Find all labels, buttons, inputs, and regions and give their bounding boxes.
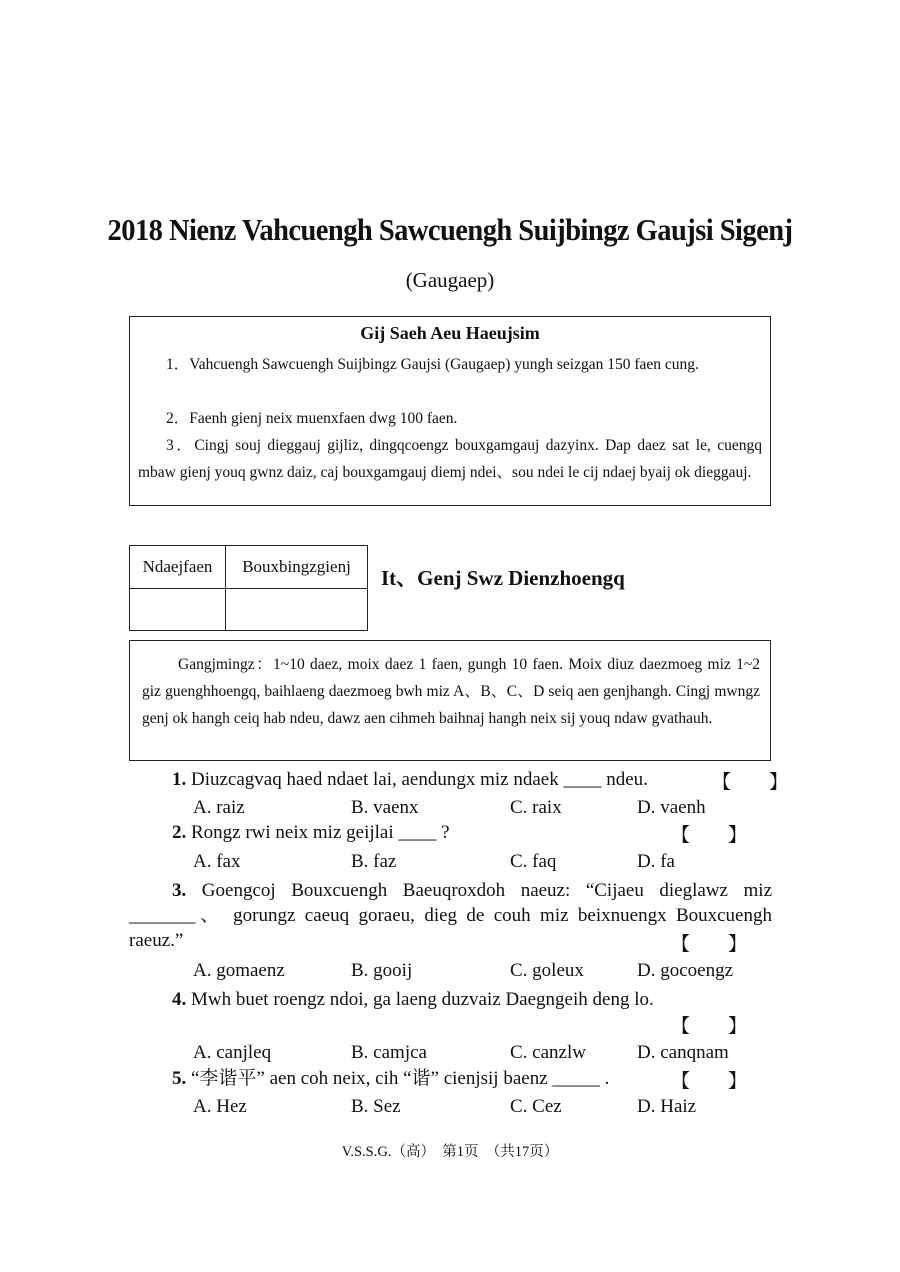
notice-box <box>129 316 771 506</box>
option-b: B. gooij <box>351 960 413 981</box>
notice-item-3: 3．Cingj souj dieggauj gijliz, dingqcoengz bouxgamgauj dazyinx. Dap daez sat le, cuengq mbaw gienj youq gwnz daiz, caj bouxgamgauj diemj ndei、sou ndei le cij ndaej byaij ok dieggauj. <box>138 437 762 481</box>
question-number: 1. <box>172 769 187 790</box>
instructions-box <box>129 640 771 761</box>
answer-bracket[interactable]: 【 】 <box>671 825 748 846</box>
option-d: D. Haiz <box>637 1096 697 1117</box>
question-text: Diuzcagvaq haed ndaet lai, aendungx miz ndaek ____ ndeu. <box>191 769 648 790</box>
option-d: D. canqnam <box>637 1042 729 1063</box>
option-b: B. faz <box>351 851 397 872</box>
page-title: 2018 Nienz Vahcuengh Sawcuengh Suijbingz Gaujsi Sigenj <box>107 212 793 247</box>
page-footer: V.S.S.G.（高） 第1页 （共17页） <box>341 1144 559 1160</box>
instructions-text: Gangjmingz：1~10 daez, moix daez 1 faen, gungh 10 faen. Moix diuz daezmoeg miz 1~2 giz guenghhoengq, baihlaeng daezmoeg bwh miz A、B、C、D seiq aen genjhangh. Cingj mwngz genj ok hangh ceiq hab ndeu, dawz aen cihmeh baihnaj hangh neix sij youq ndaw gvathauh. <box>142 656 760 727</box>
option-a: A. raiz <box>193 797 245 818</box>
option-d: D. fa <box>637 851 675 872</box>
question-number: 2. <box>172 822 187 843</box>
question-4 <box>129 987 772 1012</box>
option-a: A. gomaenz <box>193 960 285 981</box>
question-number: 3. <box>172 880 187 901</box>
question-number: 4. <box>172 989 187 1010</box>
answer-bracket[interactable]: 【 】 <box>671 1071 748 1092</box>
page-subtitle: (Gaugaep) <box>405 268 495 292</box>
option-c: C. canzlw <box>510 1042 586 1063</box>
question-number: 5. <box>172 1068 187 1089</box>
option-c: C. Cez <box>510 1096 562 1117</box>
question-1 <box>129 767 772 792</box>
score-cell[interactable] <box>130 589 226 631</box>
notice-item-2: 2．Faenh gienj neix muenxfaen dwg 100 faen. <box>166 410 458 427</box>
option-c: C. raix <box>510 797 562 818</box>
option-b: B. Sez <box>351 1096 401 1117</box>
option-c: C. faq <box>510 851 557 872</box>
section-heading: It、Genj Swz Dienzhoengq <box>381 566 625 590</box>
option-a: A. canjleq <box>193 1042 272 1063</box>
grader-header: Bouxbingzgienj <box>226 546 368 589</box>
question-text: “李谐平” aen coh neix, cih “谐” cienjsij baenz _____ . <box>191 1068 610 1089</box>
option-c: C. goleux <box>510 960 584 981</box>
question-text: Rongz rwi neix miz geijlai ____ ? <box>191 822 450 843</box>
grader-cell[interactable] <box>226 589 368 631</box>
option-d: D. vaenh <box>637 797 706 818</box>
answer-bracket[interactable]: 【 】 <box>671 934 748 955</box>
notice-title: Gij Saeh Aeu Haeujsim <box>360 323 540 343</box>
notice-item-1: 1．Vahcuengh Sawcuengh Suijbingz Gaujsi (Gaugaep) yungh seizgan 150 faen cung. <box>166 356 699 373</box>
score-table <box>129 545 368 631</box>
answer-bracket[interactable]: 【 】 <box>712 772 789 793</box>
question-text: Mwh buet roengz ndoi, ga laeng duzvaiz Daegngeih deng lo. <box>191 989 654 1010</box>
option-b: B. vaenx <box>351 797 419 818</box>
answer-bracket[interactable]: 【 】 <box>671 1016 748 1037</box>
score-header: Ndaejfaen <box>130 546 226 589</box>
question-text: Goengcoj Bouxcuengh Baeuqroxdoh naeuz: “Cijaeu dieglawz miz _______、 gorungz caeuq goraeu, dieg de couh miz beixnuengx Bouxcuengh raeuz.” <box>129 880 772 951</box>
option-a: A. fax <box>193 851 241 872</box>
option-d: D. gocoengz <box>637 960 734 981</box>
option-a: A. Hez <box>193 1096 247 1117</box>
option-b: B. camjca <box>351 1042 427 1063</box>
